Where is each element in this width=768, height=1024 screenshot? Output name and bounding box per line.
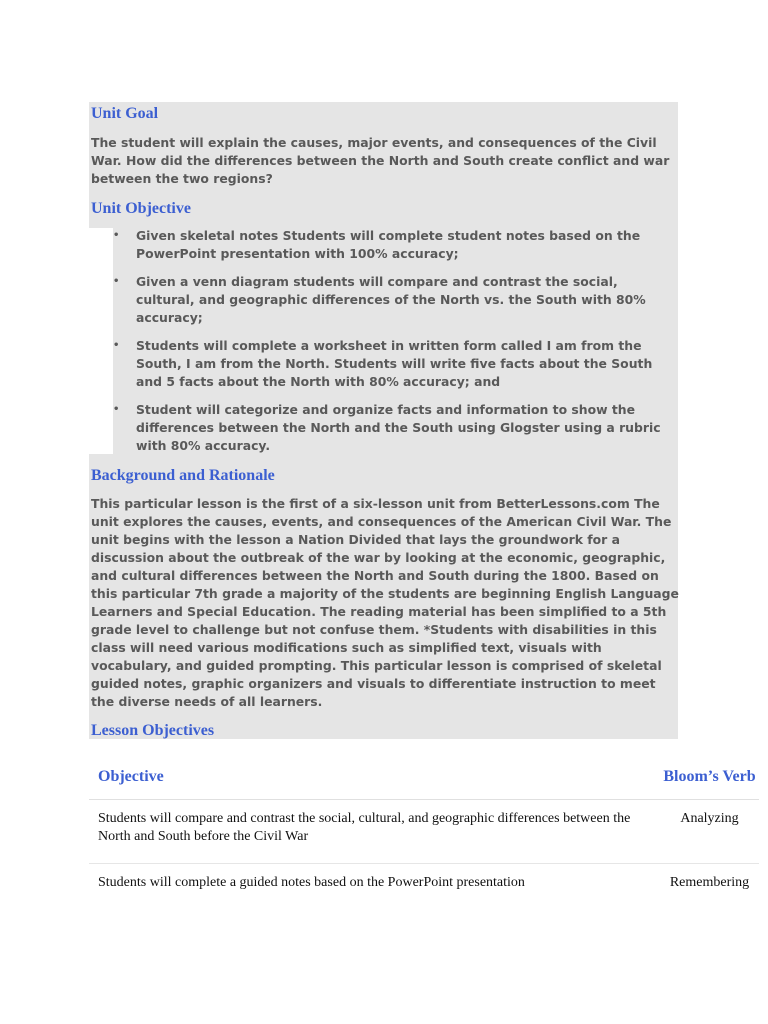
verb-cell: Analyzing [660, 800, 759, 864]
background-text: This particular lesson is the first of a six-lesson unit from BetterLessons.com The unit explores the causes, events, and consequences of the American Civil War. The unit begins with the lesson a Nation Divided that lays the groundwork for a discussion about the outbreak of the war by looking at the economic, geographic, and cultural differences between the North and South during the 1800. Based on this particular 7th grade a majority of the students are beginning English Language Learners and Special Education. The reading material has been simplified to a 5th grade level to challenge but not confuse them. *Students with disabilities in this class will need various modifications such as simplified text, visuals with vocabulary, and guided prompting. This particular lesson is comprised of skeletal guided notes, graphic organizers and visuals to differentiate instruction to meet the diverse needs of all learners. [91, 496, 679, 709]
background-heading: Background and Rationale [91, 467, 275, 484]
blooms-verb-column-header: Bloom’s Verb [660, 762, 759, 800]
list-item [113, 227, 677, 263]
bullet-icon: • [113, 404, 120, 415]
list-item-text: Given a venn diagram students will compare and contrast the social, cultural, and geographic differences of the North vs. the South with 80% accuracy; [136, 274, 646, 325]
unit-objective-heading: Unit Objective [91, 200, 191, 217]
lesson-objectives-heading: Lesson Objectives [91, 722, 215, 739]
objective-cell: Students will compare and contrast the social, cultural, and geographic differences between the North and South before the Civil War [89, 800, 660, 864]
objective-cell: Students will complete a guided notes based on the PowerPoint presentation [98, 875, 525, 890]
list-item-text: Students will complete a worksheet in written form called I am from the South, I am from the North. Students will write five facts about the South and 5 facts about the North with 80% accuracy; and [136, 338, 653, 389]
verb-cell: Remembering [669, 875, 750, 890]
bullet-icon: • [113, 340, 120, 351]
list-item-text: Student will categorize and organize facts and information to show the differences between the North and the South using Glogster using a rubric with 80% accuracy. [136, 402, 661, 453]
table-row [89, 800, 759, 864]
objective-column-header: Objective [89, 762, 660, 800]
list-item [113, 401, 677, 455]
unit-goal-text: The student will explain the causes, major events, and consequences of the Civil War. How did the differences between the North and South create conflict and war between the two regions? [91, 135, 670, 186]
unit-objective-list [113, 227, 677, 465]
table-header-row [89, 762, 759, 800]
bullet-icon: • [113, 276, 120, 287]
unit-goal-heading: Unit Goal [91, 105, 159, 122]
list-item [113, 337, 677, 391]
list-item-text: Given skeletal notes Students will complete student notes based on the PowerPoint presentation with 100% accuracy; [136, 228, 641, 261]
list-item [113, 273, 677, 327]
list-indent-gap [89, 228, 113, 454]
lesson-objectives-table [89, 762, 759, 909]
bullet-icon: • [113, 230, 120, 241]
table-row [89, 864, 759, 910]
